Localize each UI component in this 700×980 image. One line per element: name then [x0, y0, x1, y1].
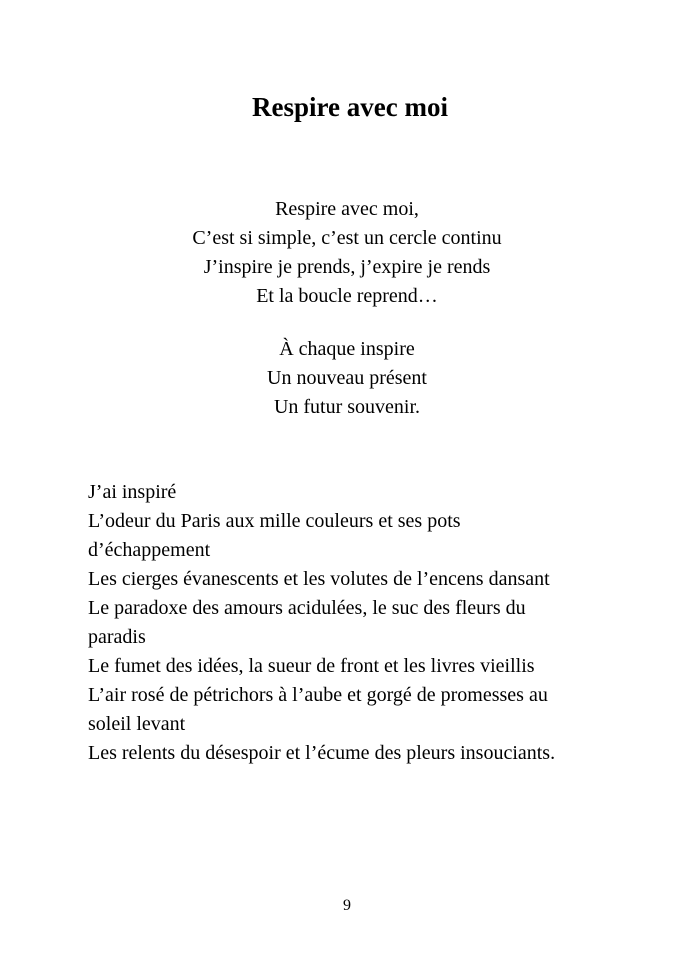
stanza-line: Et la boucle reprend… — [256, 285, 438, 307]
page-number: 9 — [343, 897, 351, 914]
stanza-line: Le paradoxe des amours acidulées, le suc des fleurs du — [88, 597, 526, 619]
stanza-line: L’air rosé de pétrichors à l’aube et gorgé de promesses au — [88, 684, 548, 706]
stanza-line: d’échappement — [88, 539, 211, 561]
stanza-1 — [0, 195, 694, 311]
stanza-line: Le fumet des idées, la sueur de front et les livres vieillis — [88, 655, 535, 677]
stanza-3 — [88, 478, 628, 768]
stanza-line: Les relents du désespoir et l’écume des pleurs insouciants. — [88, 742, 556, 764]
stanza-line: Respire avec moi, — [275, 198, 419, 220]
stanza-line: À chaque inspire — [279, 338, 415, 360]
stanza-line: J’inspire je prends, j’expire je rends — [203, 256, 491, 278]
stanza-line: L’odeur du Paris aux mille couleurs et ses pots — [88, 510, 461, 532]
poem-title: Respire avec moi — [252, 92, 448, 122]
stanza-line: Un futur souvenir. — [273, 396, 421, 418]
stanza-line: J’ai inspiré — [88, 481, 177, 503]
stanza-line: Un nouveau présent — [267, 367, 427, 389]
stanza-2 — [0, 335, 694, 422]
stanza-line: soleil levant — [88, 713, 186, 735]
stanza-line: Les cierges évanescents et les volutes de l’encens dansant — [88, 568, 550, 590]
stanza-line: paradis — [88, 626, 146, 648]
stanza-line: C’est si simple, c’est un cercle continu — [192, 227, 502, 249]
